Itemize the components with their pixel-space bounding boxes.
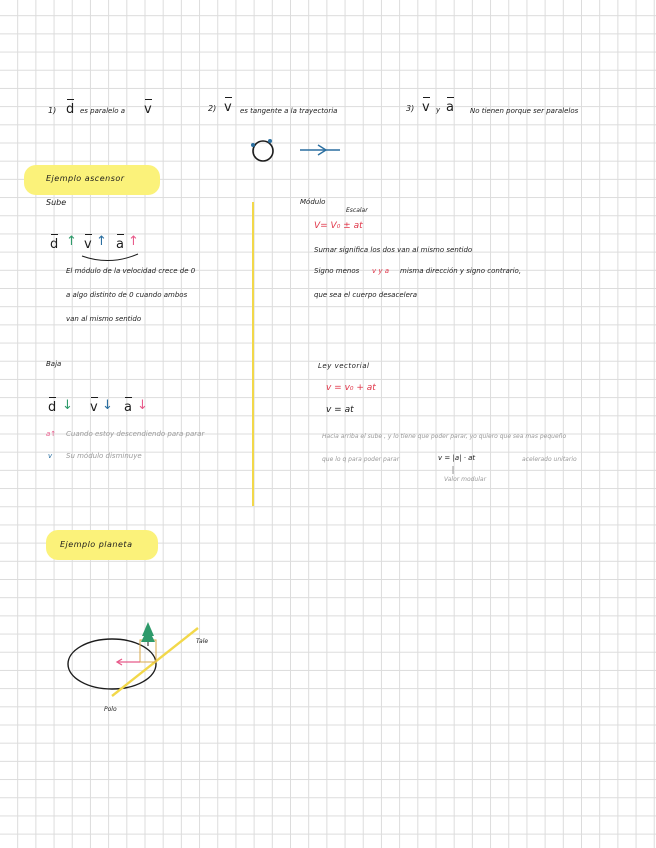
note-3-y: y: [436, 106, 441, 114]
sube-line-1: El módulo de la velocidad crece de 0: [66, 267, 196, 275]
ley-gray-line-3: Valor modular: [444, 476, 487, 483]
vector-d: d: [66, 102, 75, 117]
ley-gray-line-2a: que lo q para poder parar: [322, 456, 400, 463]
sube-label: Sube: [46, 198, 67, 207]
escalar-label: Escalar: [346, 207, 368, 214]
baja-label: Baja: [46, 360, 62, 368]
vector-d: d: [48, 400, 57, 415]
down-arrow-icon: ↓: [62, 398, 73, 413]
vector-v: v: [224, 100, 232, 115]
planeta-label-bottom: Polo: [104, 706, 117, 713]
up-arrow-icon: ↑: [128, 234, 139, 249]
modulo-line-3: que sea el cuerpo desacelera: [314, 291, 418, 299]
note-2-number: 2): [208, 104, 217, 113]
down-arrow-icon: ↓: [137, 398, 148, 413]
ley-formula-2: v = at: [326, 405, 354, 415]
ley-gray-line-1: Hacia arriba el sube , y lo tiene que poder parar, yo quiero que sea mas pequeño: [322, 433, 567, 440]
baja-line-1-prefix: a↑: [46, 430, 57, 438]
vector-v: v: [144, 102, 152, 117]
modulo-line-2a: Signo menos: [314, 267, 360, 275]
modulo-line-2-va: v y a: [372, 267, 390, 275]
up-arrow-icon: ↑: [96, 234, 107, 249]
baja-line-2: Su módulo disminuye: [66, 452, 142, 460]
down-arrow-icon: ↓: [102, 398, 113, 413]
modulo-line-1: Sumar significa los dos van al mismo sentido: [314, 246, 473, 254]
planeta-label-right: Tale: [196, 638, 209, 645]
vector-v: v: [90, 400, 98, 415]
note-1-text: es paralelo a: [80, 107, 126, 115]
baja-line-1: Cuando estoy descendiendo para parar: [66, 430, 205, 438]
vector-v: v: [84, 237, 92, 252]
vector-a: a: [116, 237, 124, 252]
note-3-number: 3): [406, 104, 415, 113]
ley-title: Ley vectorial: [318, 362, 370, 370]
ley-gray-line-2b: acelerado unitario: [522, 456, 577, 463]
up-arrow-icon: ↑: [66, 234, 77, 249]
baja-line-2-prefix: v: [48, 452, 53, 460]
orbit-ellipse: [68, 639, 156, 689]
note-1-number: 1): [48, 106, 57, 115]
sube-line-3: van al mismo sentido: [66, 315, 142, 323]
modulo-label: Módulo: [300, 198, 326, 206]
vector-v: v: [422, 100, 430, 115]
modulo-line-2b: misma dirección y signo contrario,: [400, 267, 522, 275]
vector-a: a: [446, 100, 454, 115]
vector-d: d: [50, 237, 59, 252]
ley-gray-formula: v = |a| · at: [438, 454, 476, 462]
ley-formula-1: v = v₀ + at: [326, 383, 376, 393]
sube-line-2: a algo distinto de 0 cuando ambos: [66, 291, 188, 299]
vector-a: a: [124, 400, 132, 415]
modulo-formula: V= V₀ ± at: [314, 221, 363, 231]
ascensor-title: Ejemplo ascensor: [46, 174, 125, 183]
note-2-text: es tangente a la trayectoria: [240, 107, 338, 115]
planeta-title: Ejemplo planeta: [60, 540, 133, 549]
note-3-text: No tienen porque ser paralelos: [470, 107, 579, 115]
